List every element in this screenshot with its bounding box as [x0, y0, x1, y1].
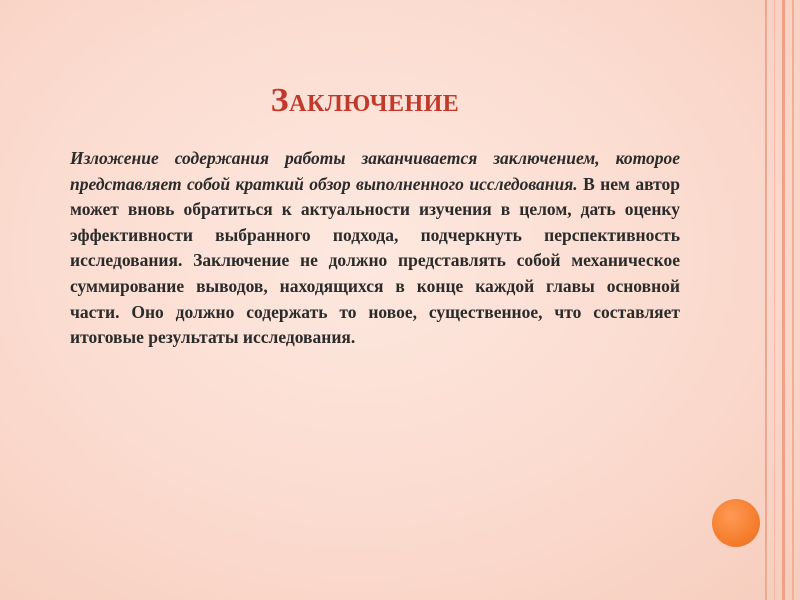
decorative-frame-line [774, 0, 775, 600]
decorative-frame-line [765, 0, 767, 600]
slide-title: Заключение [270, 82, 460, 119]
orange-circle-decoration [712, 499, 760, 547]
body-regular-text: В нем автор может вновь обратиться к актуальности изучения в целом, дать оценку эффективности выбранного подхода, подчеркнуть перспективность исследования. Заключение не должно представлять собой механическое суммирование выводов, находящихся в конце каждой главы основной части. Оно должно содержать то новое, существенное, что составляет итоговые результаты исследования. [70, 173, 680, 348]
slide-body [70, 146, 680, 351]
decorative-frame-line [792, 0, 794, 600]
body-italic-text: Изложение содержания работы заканчивается заключением, которое представляет собой краткий обзор выполненного исследования. [70, 148, 680, 194]
decorative-frame-line [782, 0, 785, 600]
